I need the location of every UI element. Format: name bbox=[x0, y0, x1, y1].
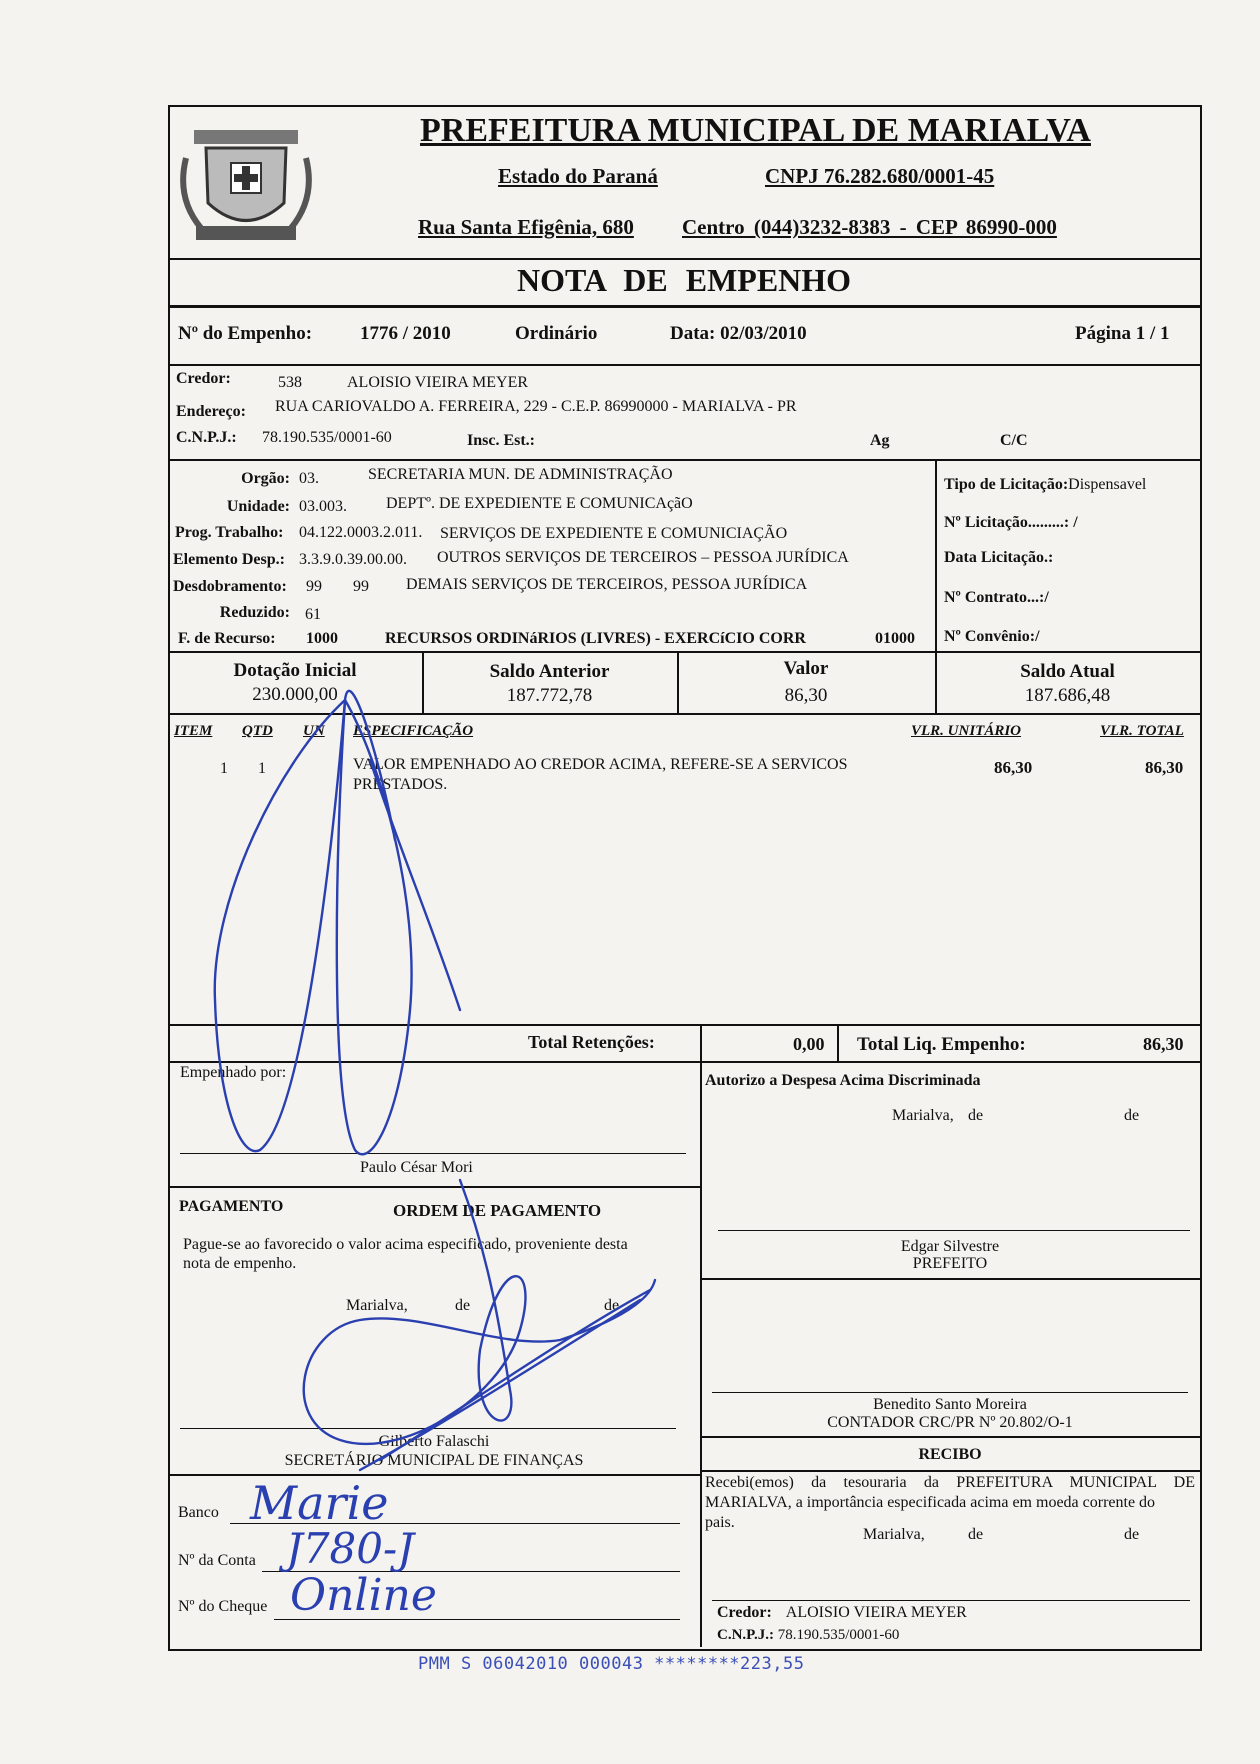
secretario-name: Gilberto Falaschi bbox=[378, 1433, 490, 1450]
agencia-label: Ag bbox=[870, 432, 890, 449]
total-liquido-value: 86,30 bbox=[1143, 1034, 1184, 1054]
desdobramento-label: Desdobramento: bbox=[173, 578, 287, 595]
credor-label: Credor: bbox=[176, 370, 231, 387]
credor-address: RUA CARIOVALDO A. FERREIRA, 229 - C.E.P. 86990000 - MARIALVA - PR bbox=[275, 398, 797, 415]
prefeitura-title: PREFEITURA MUNICIPAL DE MARIALVA bbox=[420, 112, 1091, 149]
licitacao-number: Nº Licitação.........: / bbox=[944, 514, 1078, 531]
reduzido-label: Reduzido: bbox=[219, 604, 290, 621]
pagamento-de-2: de bbox=[604, 1297, 620, 1314]
row-item: 1 bbox=[220, 760, 228, 777]
conta-corrente-label: C/C bbox=[1000, 432, 1028, 449]
elemento-desc: OUTROS SERVIÇOS DE TERCEIROS – PESSOA JURÍDICA bbox=[437, 549, 849, 566]
dotacao-value: 230.000,00 bbox=[252, 684, 338, 705]
col-qtd-header: QTD bbox=[242, 723, 273, 739]
prefeito-name: Edgar Silvestre bbox=[900, 1238, 1000, 1255]
empenho-type: Ordinário bbox=[515, 323, 598, 344]
banco-label: Banco bbox=[178, 1504, 219, 1521]
credor-code: 538 bbox=[278, 374, 302, 391]
prefeito-role: PREFEITO bbox=[912, 1255, 988, 1272]
unidade-code: 03.003. bbox=[299, 498, 347, 515]
recurso-code-2: 01000 bbox=[875, 630, 915, 647]
row-unit-value: 86,30 bbox=[994, 758, 1033, 777]
state-name: Estado do Paraná bbox=[498, 164, 658, 188]
municipal-seal-icon bbox=[176, 108, 316, 258]
autorizo-de-1: de bbox=[968, 1107, 984, 1124]
bank-stamp: PMM S 06042010 000043 ********223,55 bbox=[418, 1654, 805, 1674]
recibo-credor-value: ALOISIO VIEIRA MEYER bbox=[785, 1604, 967, 1621]
recibo-de-2: de bbox=[1124, 1526, 1140, 1543]
col-espec-header: ESPECIFICAÇÃO bbox=[353, 723, 474, 739]
desdobramento-desc: DEMAIS SERVIÇOS DE TERCEIROS, PESSOA JURÍDICA bbox=[406, 576, 808, 593]
recurso-code: 1000 bbox=[306, 630, 338, 647]
header-phone-cep: Centro (044)3232-8383 - CEP 86990-000 bbox=[682, 215, 1057, 239]
pagamento-city: Marialva, bbox=[346, 1297, 408, 1314]
contador-role: CONTADOR CRC/PR Nº 20.802/O-1 bbox=[827, 1414, 1073, 1431]
col-total-header: VLR. TOTAL bbox=[1100, 723, 1184, 739]
pagamento-text-line2: nota de empenho. bbox=[183, 1255, 297, 1272]
credor-cnpj: 78.190.535/0001-60 bbox=[262, 429, 392, 446]
prog-trabalho-desc: SERVIÇOS DE EXPEDIENTE E COMUNICIAÇÃO bbox=[440, 525, 788, 542]
valor-value: 86,30 bbox=[784, 685, 828, 706]
conta-handwritten: J780-J bbox=[286, 1524, 415, 1573]
recibo-text-line2: MARIALVA, a importância especificada acima em moeda corrente do bbox=[705, 1494, 1156, 1511]
orgao-label: Orgão: bbox=[241, 470, 290, 487]
credor-name: ALOISIO VIEIRA MEYER bbox=[347, 374, 529, 391]
empenho-label: Nº do Empenho: bbox=[178, 323, 313, 344]
row-total-value: 86,30 bbox=[1145, 758, 1184, 777]
recurso-label: F. de Recurso: bbox=[178, 630, 276, 647]
col-unit-header: VLR. UNITÁRIO bbox=[911, 723, 1022, 739]
contador-name: Benedito Santo Moreira bbox=[873, 1396, 1027, 1413]
cnpj-label: C.N.P.J.: bbox=[176, 429, 237, 446]
licitacao-type-label: Tipo de Licitação: bbox=[944, 476, 1069, 493]
autorizo-de-2: de bbox=[1124, 1107, 1140, 1124]
recibo-de-1: de bbox=[968, 1526, 984, 1543]
dotacao-label: Dotação Inicial bbox=[233, 660, 357, 681]
saldo-atual-label: Saldo Atual bbox=[1020, 661, 1115, 682]
elemento-label: Elemento Desp.: bbox=[173, 551, 285, 568]
row-espec-line1: VALOR EMPENHADO AO CREDOR ACIMA, REFERE-SE A SERVICOS bbox=[353, 756, 848, 773]
header-cnpj: CNPJ 76.282.680/0001-45 bbox=[765, 164, 995, 188]
autorizo-city: Marialva, bbox=[892, 1107, 954, 1124]
saldo-anterior-value: 187.772,78 bbox=[506, 685, 593, 706]
cheque-handwritten: Online bbox=[290, 1570, 437, 1621]
orgao-desc: SECRETARIA MUN. DE ADMINISTRAÇÃO bbox=[368, 466, 673, 483]
desdobramento-subcode: 99 bbox=[353, 578, 369, 595]
licitacao-type bbox=[944, 476, 1146, 494]
recibo-credor-label: Credor: bbox=[717, 1604, 772, 1621]
recibo-cnpj-value: 78.190.535/0001-60 bbox=[777, 1627, 900, 1643]
pagamento-text-line1: Pague-se ao favorecido o valor acima especificado, proveniente desta bbox=[183, 1236, 628, 1253]
orgao-code: 03. bbox=[299, 470, 319, 487]
reduzido-value: 61 bbox=[305, 606, 321, 623]
retencoes-label: Total Retenções: bbox=[528, 1032, 655, 1052]
pagamento-label: PAGAMENTO bbox=[179, 1198, 284, 1215]
recibo-text-line1: Recebi(emos) da tesouraria da PREFEITURA MUNICIPAL DE bbox=[705, 1474, 1195, 1491]
elemento-code: 3.3.9.0.39.00.00. bbox=[299, 551, 407, 568]
contrato-number: Nº Contrato...:/ bbox=[944, 589, 1049, 606]
desdobramento-code: 99 bbox=[306, 578, 322, 595]
insc-est-label: Insc. Est.: bbox=[467, 432, 536, 449]
prog-trabalho-code: 04.122.0003.2.011. bbox=[299, 524, 423, 541]
valor-label: Valor bbox=[783, 658, 829, 679]
total-liquido-label: Total Liq. Empenho: bbox=[857, 1034, 1026, 1055]
unidade-label: Unidade: bbox=[226, 498, 290, 515]
ordem-pagamento-title: ORDEM DE PAGAMENTO bbox=[393, 1201, 602, 1220]
col-item-header: ITEM bbox=[174, 723, 213, 739]
banco-handwritten: Marie bbox=[250, 1476, 389, 1530]
cheque-label: Nº do Cheque bbox=[178, 1598, 268, 1615]
conta-label: Nº da Conta bbox=[178, 1552, 256, 1569]
empenhado-por-label: Empenhado por: bbox=[180, 1064, 287, 1081]
row-espec-line2: PRESTADOS. bbox=[353, 776, 448, 793]
row-qtd: 1 bbox=[258, 760, 266, 777]
recibo-text-line3: pais. bbox=[705, 1514, 735, 1531]
retencoes-value: 0,00 bbox=[793, 1034, 825, 1054]
licitacao-type-value: Dispensavel bbox=[1068, 476, 1147, 493]
empenho-date: Data: 02/03/2010 bbox=[670, 323, 807, 344]
doc-title: NOTA DE EMPENHO bbox=[516, 262, 852, 298]
saldo-anterior-label: Saldo Anterior bbox=[489, 661, 610, 682]
prog-trabalho-label: Prog. Trabalho: bbox=[175, 524, 284, 541]
pagamento-de-1: de bbox=[455, 1297, 471, 1314]
secretario-role: SECRETÁRIO MUNICIPAL DE FINANÇAS bbox=[284, 1452, 584, 1469]
convenio-number: Nº Convênio:/ bbox=[944, 628, 1040, 645]
col-un-header: UN bbox=[303, 723, 325, 739]
recibo-city: Marialva, bbox=[863, 1526, 925, 1543]
unidade-desc: DEPTº. DE EXPEDIENTE E COMUNICAçãO bbox=[386, 495, 693, 512]
recibo-cnpj-label: C.N.P.J.: bbox=[717, 1627, 774, 1643]
licitacao-date: Data Licitação.: bbox=[944, 549, 1054, 566]
recibo-title: RECIBO bbox=[918, 1446, 982, 1463]
autorizo-title: Autorizo a Despesa Acima Discriminada bbox=[705, 1072, 981, 1089]
page-number: Página 1 / 1 bbox=[1075, 323, 1170, 344]
header-address: Rua Santa Efigênia, 680 bbox=[418, 215, 634, 239]
empenhado-signer: Paulo César Mori bbox=[360, 1159, 473, 1176]
empenho-number: 1776 / 2010 bbox=[360, 323, 451, 344]
endereco-label: Endereço: bbox=[176, 403, 246, 420]
recurso-desc: RECURSOS ORDINáRIOS (LIVRES) - EXERCíCIO CORR bbox=[385, 630, 806, 647]
saldo-atual-value: 187.686,48 bbox=[1024, 685, 1111, 706]
